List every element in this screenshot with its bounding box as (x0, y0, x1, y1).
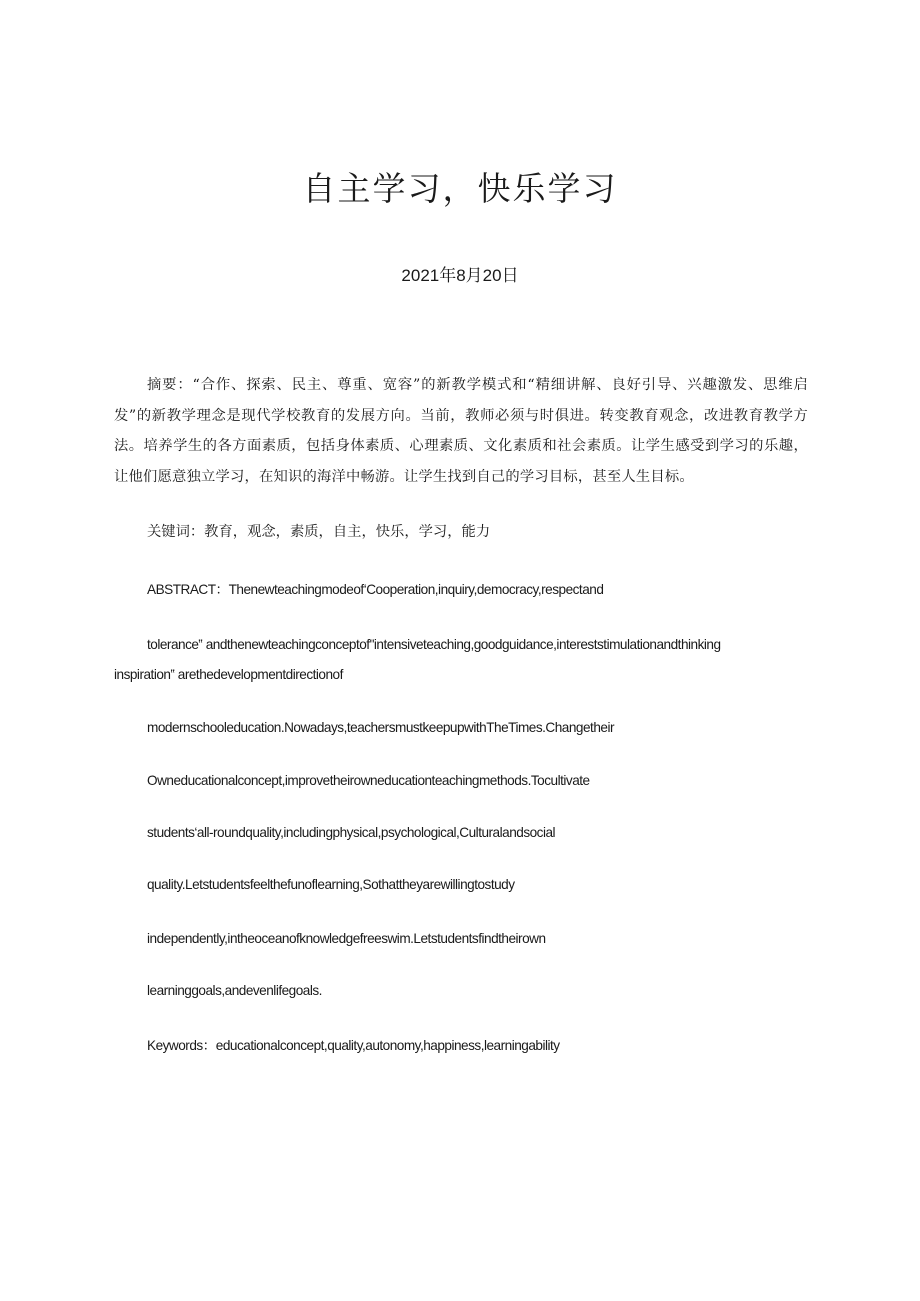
abstract-english-line: quality.Letstudentsfeelthefunoflearning,Sothattheyarewillingtostudy (147, 877, 515, 892)
abstract-english-line: Owneducationalconcept,improvetheirowneducationteachingmethods.Tocultivate (147, 773, 590, 788)
abstract-english-line: inspiration‟ arethedevelopmentdirectionof (114, 667, 343, 682)
abstract-english-line: students‘all-roundquality,includingphysical,psychological,Culturalandsocial (147, 825, 556, 840)
keywords-english: Keywords：educationalconcept,quality,autonomy,happiness,learningability (147, 1038, 560, 1053)
abstract-english-line: learninggoals,andevenlifegoals. (147, 983, 322, 998)
abstract-english-line: tolerance‟ andthenewteachingconceptof"intensiveteaching,goodguidance,intereststimulationandthinking (147, 637, 721, 652)
keywords-chinese: 关键词：教育，观念，素质，自主，快乐，学习，能力 (147, 524, 491, 540)
abstract-english-line: ABSTRACT：Thenewteachingmodeof‘Cooperation,inquiry,democracy,respectand (147, 582, 604, 597)
abstract-chinese: 摘要：“合作、探索、民主、尊重、宽容”的新教学模式和“精细讲解、良好引导、兴趣激发、思维启发”的新教学理念是现代学校教育的发展方向。当前，教师必须与时俱进。转变教育观念，改进教育教学方法。培养学生的各方面素质，包括身体素质、心理素质、文化素质和社会素质。让学生感受到学习的乐趣，让他们愿意独立学习，在知识的海洋中畅游。让学生找到自己的学习目标，甚至人生目标。 (114, 377, 808, 485)
abstract-english-line: modernschooleducation.Nowadays,teachersmustkeepupwithTheTimes.Changetheir (147, 720, 614, 735)
document-title: 自主学习，快乐学习 (302, 169, 618, 208)
document-date: 2021年8月20日 (401, 266, 519, 285)
abstract-english-line: independently,intheoceanofknowledgefreeswim.Letstudentsfindtheirown (147, 931, 546, 946)
